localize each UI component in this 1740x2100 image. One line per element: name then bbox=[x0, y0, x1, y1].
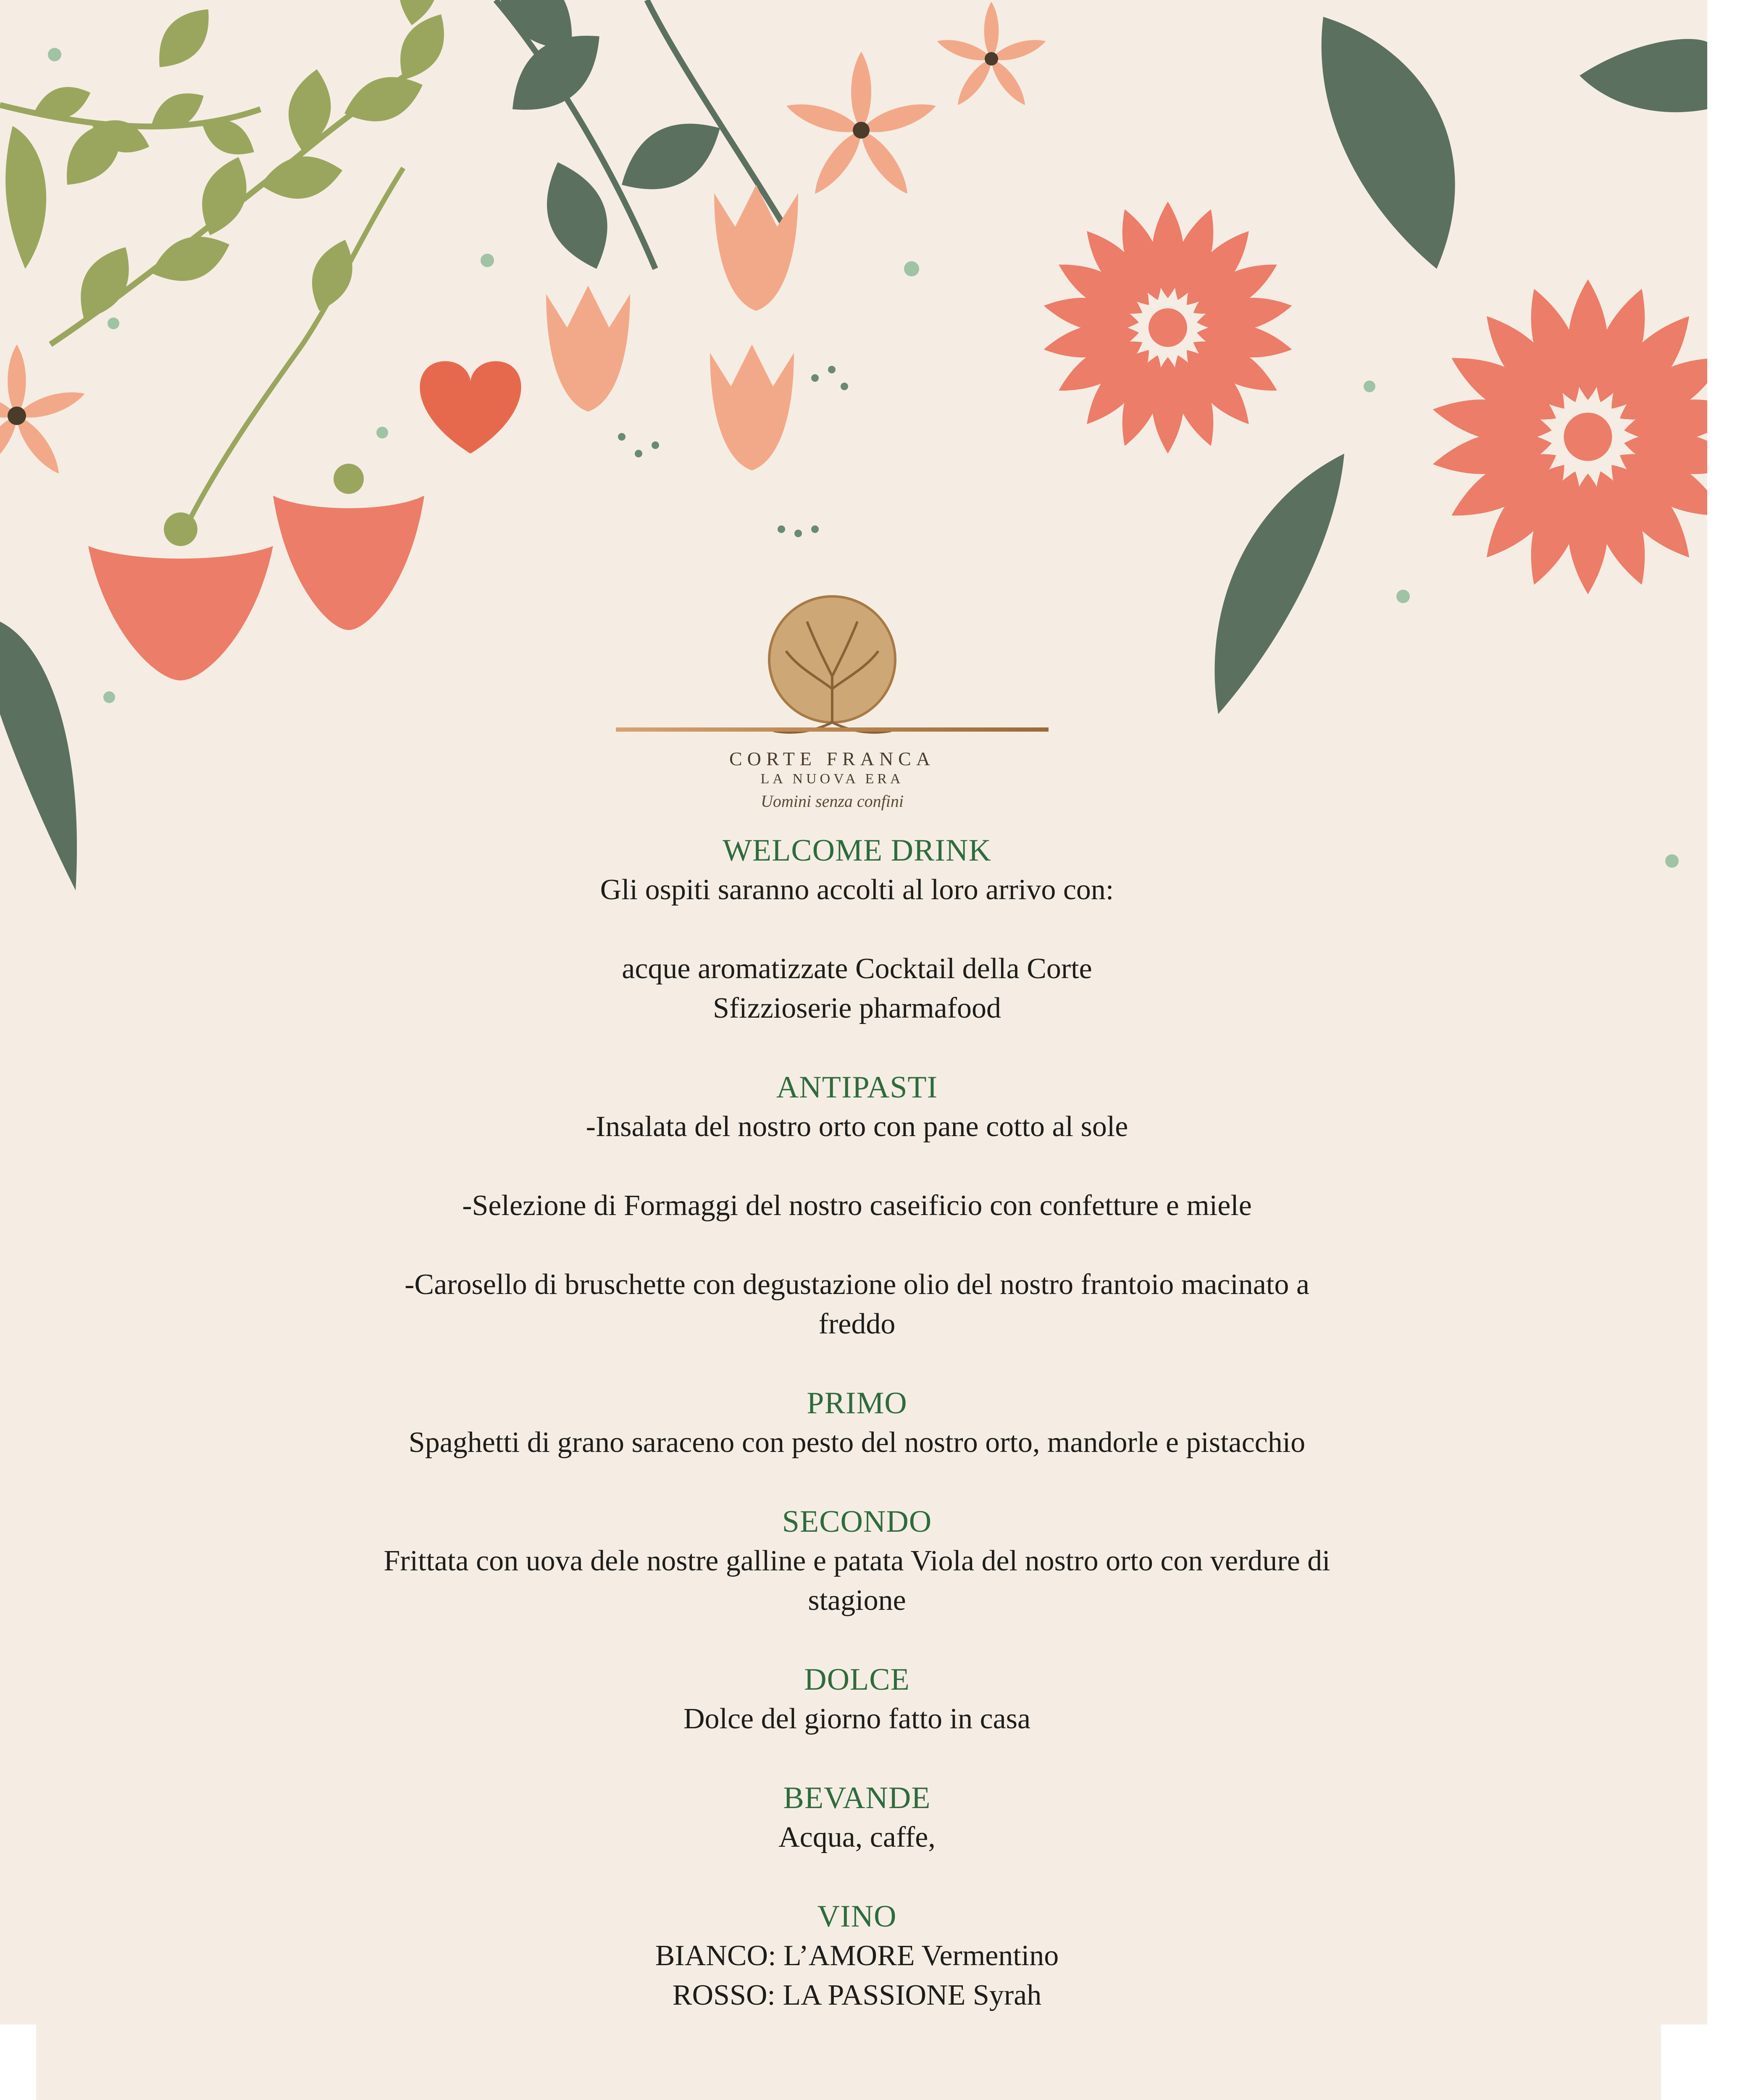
dolce-item: Dolce del giorno fatto in casa bbox=[683, 1703, 1031, 1735]
fern-leaf-icon bbox=[0, 126, 77, 890]
section-title-antipasti: ANTIPASTI bbox=[776, 1070, 938, 1105]
coral-dahlia-icon bbox=[1041, 202, 1707, 594]
brand-subtitle: LA NUOVA ERA bbox=[760, 771, 904, 787]
welcome-line-1: acque aromatizzate Cocktail della Corte bbox=[622, 953, 1092, 985]
heart-icon bbox=[420, 361, 521, 454]
section-title-primo: PRIMO bbox=[807, 1386, 907, 1420]
section-title-welcome: WELCOME DRINK bbox=[723, 833, 991, 868]
welcome-intro: Gli ospiti saranno accolti al loro arrivo con: bbox=[600, 874, 1114, 906]
page-margin bbox=[0, 2024, 36, 2100]
welcome-line-2: Sfizzioserie pharmafood bbox=[712, 992, 1001, 1024]
peach-blossom-icon bbox=[783, 2, 1048, 200]
brand-motto: Uomini senza confini bbox=[761, 792, 904, 811]
bevande-item: Acqua, caffe, bbox=[778, 1821, 936, 1853]
brand-name: CORTE FRANCA bbox=[729, 748, 936, 769]
olive-branch-icon bbox=[0, 0, 457, 529]
vino-bianco: BIANCO: L’AMORE Vermentino bbox=[655, 1940, 1059, 1972]
primo-item: Spaghetti di grano saraceno con pesto del nostro orto, mandorle e pistacchio bbox=[408, 1426, 1306, 1459]
antipasti-item-3-line-2: freddo bbox=[818, 1308, 896, 1340]
coral-bud-branch-icon bbox=[477, 0, 798, 470]
menu-content bbox=[235, 831, 1479, 2015]
coral-bell-flower-icon bbox=[88, 464, 424, 680]
section-title-vino: VINO bbox=[817, 1899, 897, 1934]
peach-flower-icon bbox=[0, 344, 87, 479]
vino-rosso: ROSSO: LA PASSIONE Syrah bbox=[672, 1979, 1042, 2011]
page-margin bbox=[1661, 2024, 1707, 2100]
secondo-item-line-1: Frittata con uova dele nostre galline e patata Viola del nostro orto con verdure di bbox=[384, 1545, 1330, 1577]
section-title-dolce: DOLCE bbox=[804, 1662, 910, 1697]
section-title-bevande: BEVANDE bbox=[783, 1781, 931, 1815]
antipasti-item-3-line-1: -Carosello di bruschette con degustazione olio del nostro frantoio macinato a bbox=[405, 1268, 1309, 1301]
antipasti-item-1: -Insalata del nostro orto con pane cotto al sole bbox=[586, 1110, 1128, 1143]
section-title-secondo: SECONDO bbox=[782, 1504, 932, 1539]
secondo-item-line-2: stagione bbox=[808, 1584, 906, 1617]
antipasti-item-2: -Selezione di Formaggi del nostro caseificio con confetture e miele bbox=[462, 1189, 1252, 1222]
brand-divider bbox=[616, 727, 1049, 732]
